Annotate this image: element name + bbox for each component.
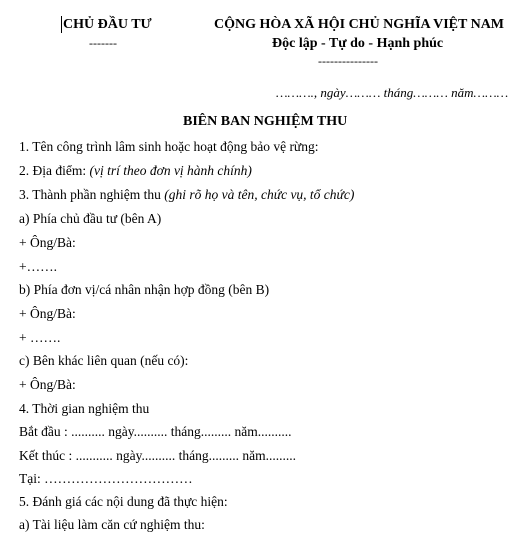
line-party-c-person: + Ông/Bà:	[19, 377, 76, 392]
line-start-date: Bắt đầu : .......... ngày.......... tháng......... năm..........	[19, 424, 292, 439]
line-evaluation: 5. Đánh giá các nội dung đã thực hiện:	[19, 494, 228, 509]
line-time-heading: 4. Thời gian nghiệm thu	[19, 401, 150, 416]
document-title: BIÊN BAN NGHIỆM THU	[183, 114, 348, 129]
line-participants: 3. Thành phần nghiệm thu (ghi rõ họ và tên, chức vụ, tổ chức)	[19, 187, 355, 202]
date-line: ………., ngày……… tháng……… năm………	[276, 85, 509, 100]
national-title: CỘNG HÒA XÃ HỘI CHỦ NGHĨA VIỆT NAM	[214, 17, 505, 32]
line-project-name: 1. Tên công trình lâm sinh hoặc hoạt động bảo vệ rừng:	[19, 139, 319, 154]
line-party-a: a) Phía chủ đầu tư (bên A)	[19, 211, 162, 226]
investor-rule: -------	[89, 36, 117, 50]
line-party-b-more: + …….	[19, 330, 61, 345]
line-documents: a) Tài liệu làm căn cứ nghiệm thu:	[19, 517, 205, 532]
line-end-date: Kết thúc : ........... ngày.......... tháng......... năm.........	[19, 448, 296, 463]
line-party-b: b) Phía đơn vị/cá nhân nhận hợp đồng (bên B)	[19, 282, 270, 297]
line-party-b-person: + Ông/Bà:	[19, 306, 76, 321]
investor-heading: CHỦ ĐẦU TƯ	[63, 17, 152, 32]
line-place: Tại: ……………………………	[19, 471, 193, 486]
line-party-a-more: +…….	[19, 259, 57, 274]
national-motto: Độc lập - Tự do - Hạnh phúc	[272, 36, 444, 51]
motto-rule: ---------------	[318, 54, 378, 68]
text-cursor	[61, 16, 62, 33]
line-party-a-person: + Ông/Bà:	[19, 235, 76, 250]
line-party-c: c) Bên khác liên quan (nếu có):	[19, 353, 189, 368]
line-location: 2. Địa điểm: (vị trí theo đơn vị hành chính)	[19, 163, 252, 178]
